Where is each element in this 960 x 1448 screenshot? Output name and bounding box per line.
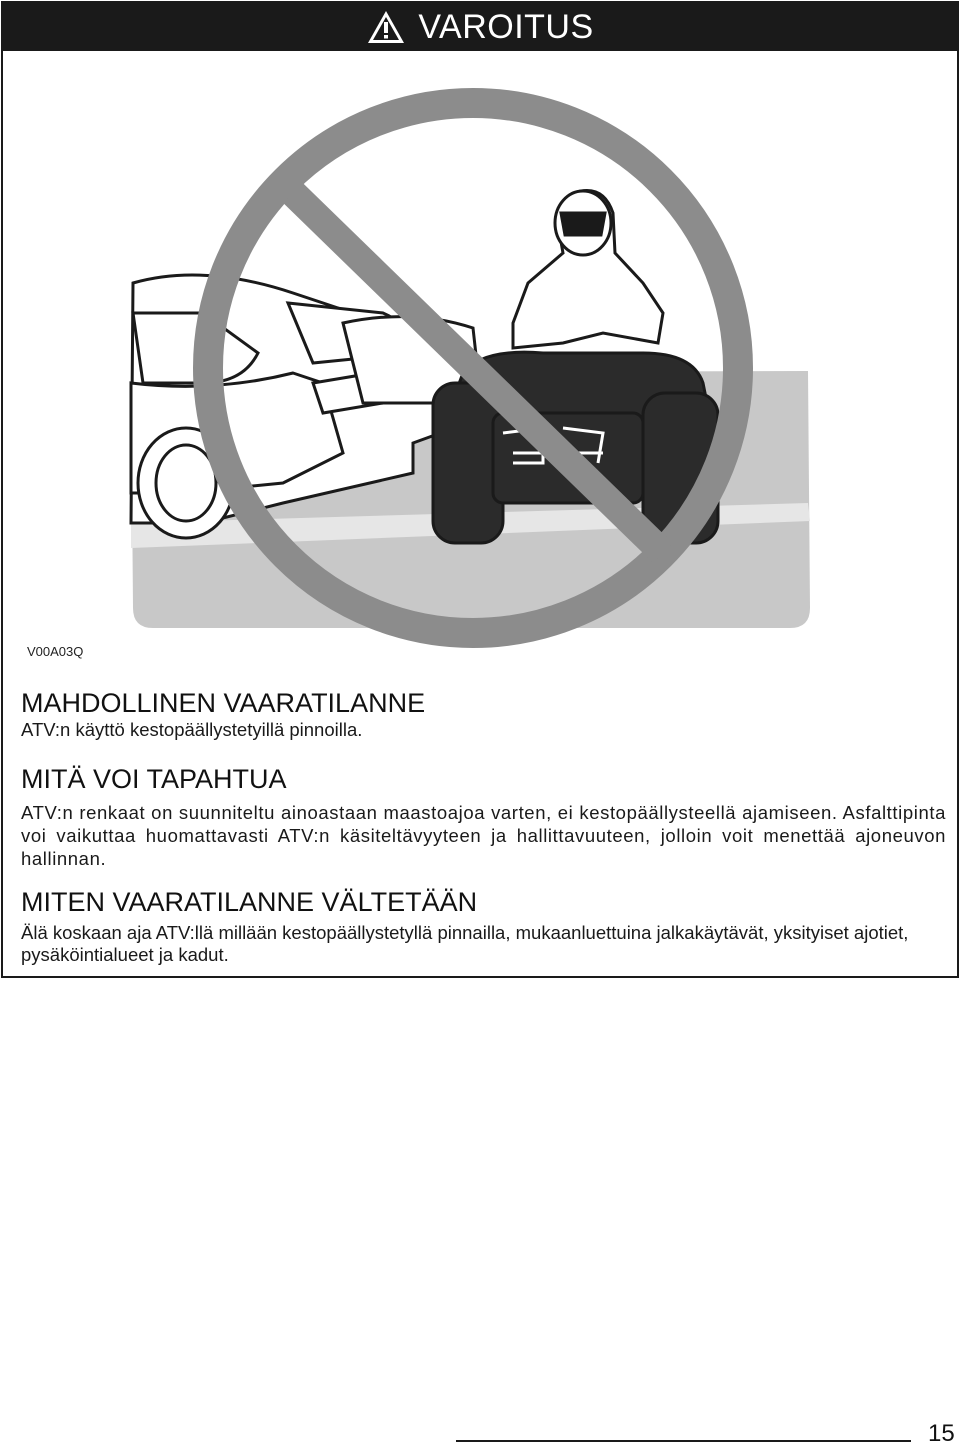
consequence-text: ATV:n renkaat on suunniteltu ainoastaan maastoajoa varten, ei kestopäällysteellä ajamiseen. Asfalttipinta voi vaikuttaa huomattavasti ATV:n käsiteltävyyteen ja hallittavuuteen, jolloin voit menettää ajoneuvon hallinnan. [21,802,946,869]
warning-box [1,1,959,978]
avoidance-heading: MITEN VAARATILANNE VÄLTETÄÄN [21,887,478,917]
page-number: 15 [928,1420,955,1447]
avoidance-section [21,886,946,966]
hazard-heading: MAHDOLLINEN VAARATILANNE [21,688,426,718]
warning-title: VAROITUS [418,7,594,46]
warning-header [3,3,957,51]
avoidance-text: Älä koskaan aja ATV:llä millään kestopäällystetyllä pinnailla, mukaanluettuina jalkakäytävät, yksityiset ajotiet, pysäköintialueet ja kadut. [21,922,909,965]
figure-code: V00A03Q [27,644,84,659]
consequence-section [21,763,946,870]
consequence-heading: MITÄ VOI TAPAHTUA [21,764,287,794]
warning-triangle-icon [366,9,406,45]
page-rule [456,1440,911,1442]
hazard-text: ATV:n käyttö kestopäällystetyillä pinnoilla. [21,719,363,740]
atv-on-pavement-illustration [83,53,863,663]
hazard-section [21,687,946,740]
